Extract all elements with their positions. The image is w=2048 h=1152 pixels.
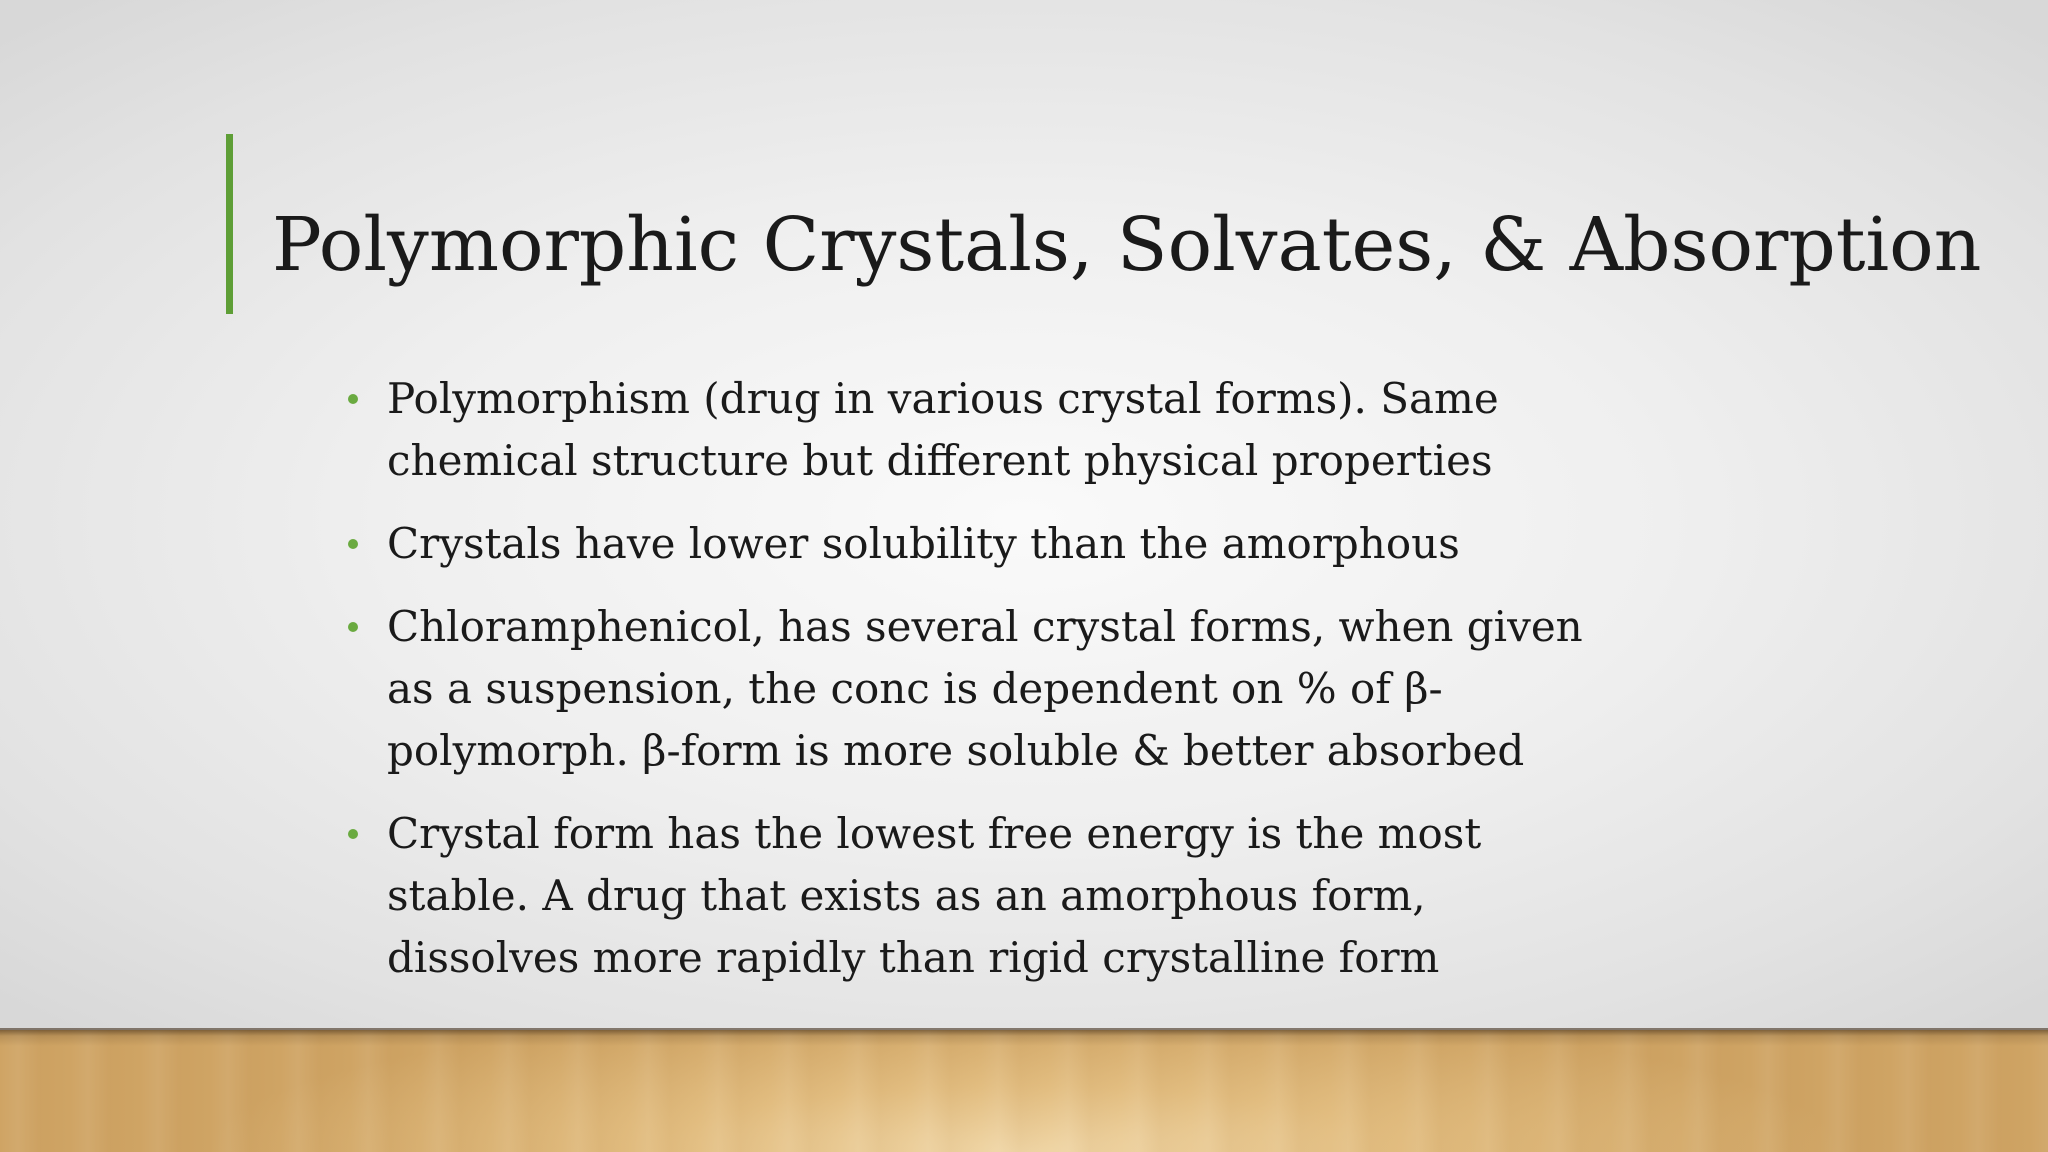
- bullet-item: [340, 803, 1620, 989]
- slide-title: Polymorphic Crystals, Solvates, & Absorption: [272, 202, 1982, 288]
- bullet-line: polymorph. β-form is more soluble & better absorbed: [387, 726, 1525, 775]
- bullet-text: [387, 803, 1620, 989]
- bullet-dot-icon: [348, 829, 358, 839]
- bullet-line: Crystals have lower solubility than the amorphous: [387, 519, 1460, 568]
- bullet-text: [387, 513, 1620, 575]
- bullet-line: dissolves more rapidly than rigid crystalline form: [387, 933, 1440, 982]
- title-accent-bar: [226, 134, 233, 314]
- bullet-dot-icon: [348, 539, 358, 549]
- bullet-text: [387, 596, 1620, 782]
- bullet-item: [340, 513, 1620, 575]
- bullet-text: [387, 368, 1620, 492]
- bullet-item: [340, 368, 1620, 492]
- bullet-line: Chloramphenicol, has several crystal forms, when given: [387, 602, 1583, 651]
- bullet-item: [340, 596, 1620, 782]
- wood-floor-background: [0, 1030, 2048, 1152]
- bullet-dot-icon: [348, 394, 358, 404]
- bullet-line: stable. A drug that exists as an amorphous form,: [387, 871, 1426, 920]
- bullet-line: Polymorphism (drug in various crystal forms). Same: [387, 374, 1499, 423]
- bullet-line: Crystal form has the lowest free energy is the most: [387, 809, 1482, 858]
- bullet-list: [340, 368, 1620, 1010]
- bullet-line: as a suspension, the conc is dependent on % of β-: [387, 664, 1443, 713]
- bullet-line: chemical structure but different physical properties: [387, 436, 1493, 485]
- bullet-dot-icon: [348, 622, 358, 632]
